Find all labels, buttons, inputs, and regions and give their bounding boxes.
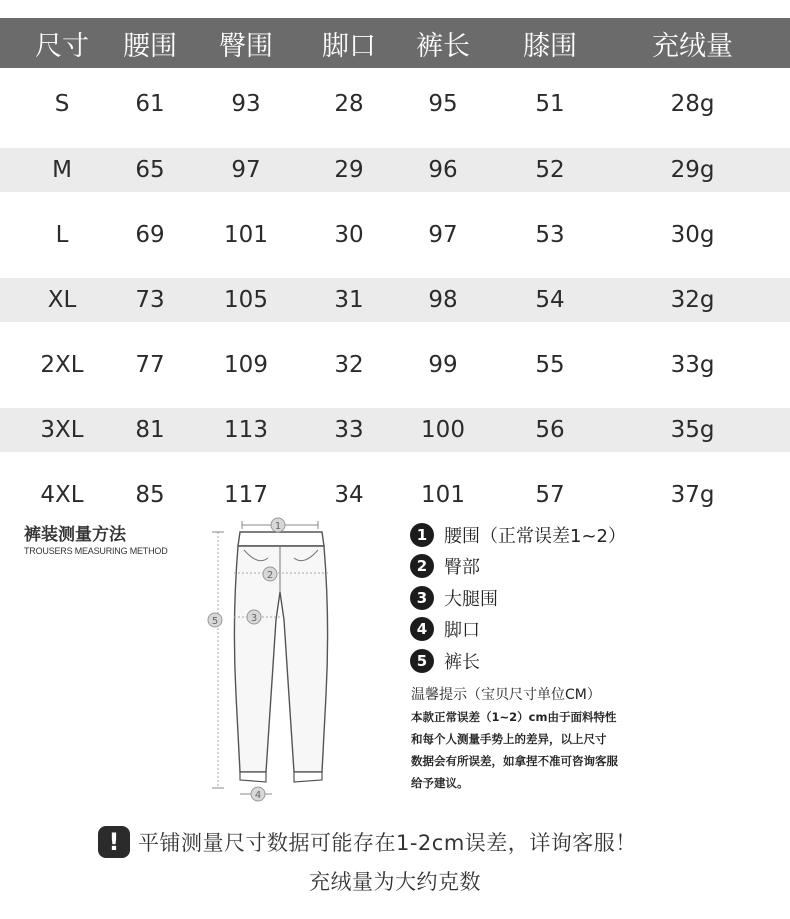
table-cell: 99	[428, 352, 458, 378]
svg-text:5: 5	[211, 616, 219, 627]
table-cell: 33	[334, 417, 364, 443]
table-cell: 35g	[670, 417, 715, 443]
number-5-icon: 5	[410, 649, 434, 673]
table-row	[0, 148, 790, 192]
legend-item-thigh	[410, 582, 626, 614]
waistband-shape	[238, 532, 324, 546]
warning-icon: !	[98, 826, 130, 858]
legend-item-leg-opening	[410, 614, 626, 646]
legend-label: 臀部	[444, 557, 480, 579]
table-cell: 3XL	[40, 417, 84, 443]
table-cell: 85	[135, 482, 165, 508]
table-cell: 28g	[670, 91, 715, 117]
table-cell: 113	[224, 417, 268, 443]
tips-line: 数据会有所误差，如拿捏不准可咨询客服	[411, 754, 618, 768]
table-cell: 32	[334, 352, 364, 378]
table-row	[0, 473, 790, 517]
table-cell: 29g	[670, 157, 715, 183]
table-cell: 33g	[670, 352, 715, 378]
header-pant-length: 裤长	[416, 30, 470, 62]
table-cell: 97	[428, 222, 458, 248]
table-cell: S	[54, 91, 70, 117]
legend-item-length	[410, 645, 626, 677]
measurement-legend	[410, 519, 626, 677]
table-cell: 101	[421, 482, 465, 508]
table-cell: M	[52, 157, 72, 183]
legend-label: 大腿围	[444, 588, 498, 610]
table-cell: 61	[135, 91, 165, 117]
svg-text:2: 2	[266, 570, 274, 581]
table-cell: 57	[535, 482, 565, 508]
svg-text:3: 3	[250, 613, 258, 624]
table-cell: 81	[135, 417, 165, 443]
number-1-icon: 1	[410, 523, 434, 547]
legend-item-waist	[410, 519, 626, 551]
svg-text:4: 4	[254, 790, 262, 801]
table-cell: 31	[334, 287, 364, 313]
table-cell: 93	[231, 91, 261, 117]
header-size: 尺寸	[35, 30, 89, 62]
table-cell: 96	[428, 157, 458, 183]
header-leg-opening: 脚口	[322, 30, 376, 62]
table-cell: XL	[47, 287, 77, 313]
table-cell: 34	[334, 482, 364, 508]
table-row	[0, 82, 790, 126]
table-cell: 53	[535, 222, 565, 248]
table-cell: 2XL	[40, 352, 84, 378]
number-3-icon: 3	[410, 586, 434, 610]
table-cell: 29	[334, 157, 364, 183]
note-text: 平铺测量尺寸数据可能存在1-2cm误差，详询客服！	[138, 831, 637, 855]
table-cell: 97	[231, 157, 261, 183]
tips-body	[411, 706, 661, 794]
tips-line: 和每个人测量手势上的差异，以上尺寸	[411, 732, 607, 746]
table-cell: 109	[224, 352, 268, 378]
table-cell: 30g	[670, 222, 715, 248]
table-cell: 30	[334, 222, 364, 248]
tips-title: 温馨提示（宝贝尺寸单位CM）	[411, 687, 601, 703]
tips-line: 本款正常误差（1~2）cm由于面料特性	[411, 710, 617, 724]
table-cell: 55	[535, 352, 565, 378]
marker-4	[251, 787, 265, 801]
pants-outline	[234, 546, 327, 772]
table-cell: 56	[535, 417, 565, 443]
table-row	[0, 343, 790, 387]
legend-label: 腰围（正常误差1~2）	[444, 525, 626, 547]
svg-text:1: 1	[274, 521, 282, 532]
table-cell: 98	[428, 287, 458, 313]
legend-item-hip	[410, 551, 626, 583]
table-cell: 4XL	[40, 482, 84, 508]
table-cell: 54	[535, 287, 565, 313]
header-knee: 膝围	[523, 30, 577, 62]
header-waist: 腰围	[123, 30, 177, 62]
table-cell: 69	[135, 222, 165, 248]
table-cell: 117	[224, 482, 268, 508]
marker-5	[208, 613, 222, 627]
table-cell: 101	[224, 222, 268, 248]
table-cell: 73	[135, 287, 165, 313]
table-row	[0, 213, 790, 257]
header-hip: 臀围	[219, 30, 273, 62]
tips-line: 给予建议。	[411, 776, 469, 790]
table-cell: 95	[428, 91, 458, 117]
table-row	[0, 278, 790, 322]
fill-weight-note: 充绒量为大约克数	[309, 870, 481, 894]
table-header-row	[0, 18, 790, 68]
measurement-error-note	[98, 826, 637, 858]
pants-diagram	[200, 510, 350, 810]
header-fill-weight: 充绒量	[652, 30, 733, 62]
table-cell: 105	[224, 287, 268, 313]
table-cell: 51	[535, 91, 565, 117]
number-4-icon: 4	[410, 617, 434, 641]
method-title: 裤装测量方法	[24, 525, 126, 545]
table-cell: 65	[135, 157, 165, 183]
marker-1	[271, 518, 285, 532]
legend-label: 脚口	[444, 620, 480, 642]
table-cell: 100	[421, 417, 465, 443]
number-2-icon: 2	[410, 554, 434, 578]
legend-label: 裤长	[444, 651, 480, 673]
marker-2	[263, 567, 277, 581]
method-subtitle: TROUSERS MEASURING METHOD	[24, 546, 168, 556]
table-cell: 37g	[670, 482, 715, 508]
table-row	[0, 408, 790, 452]
marker-3	[247, 610, 261, 624]
table-cell: 77	[135, 352, 165, 378]
table-cell: L	[55, 222, 69, 248]
table-cell: 28	[334, 91, 364, 117]
table-cell: 52	[535, 157, 565, 183]
table-cell: 32g	[670, 287, 715, 313]
